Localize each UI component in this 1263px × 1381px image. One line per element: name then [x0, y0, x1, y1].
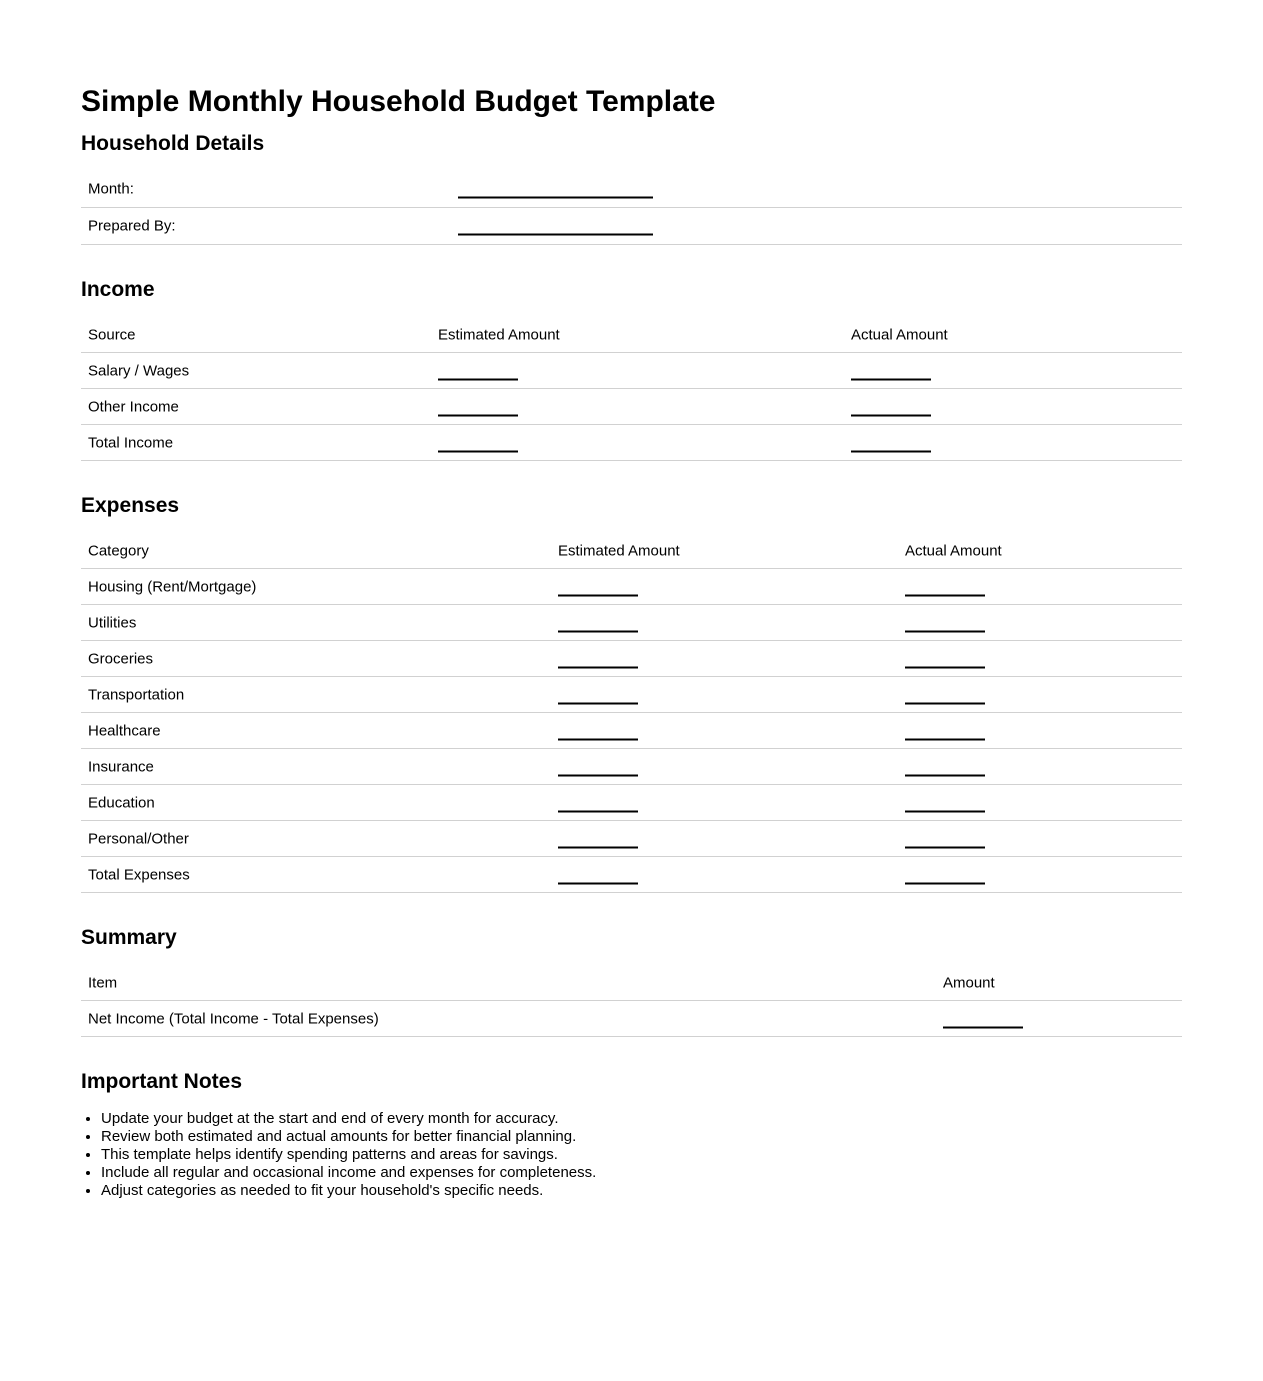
actual-amount-blank-cell — [905, 613, 985, 632]
column-header: Item — [88, 974, 118, 991]
column-header: Source — [88, 326, 136, 343]
table-row — [81, 749, 1182, 785]
table-header-row — [81, 965, 1182, 1001]
blank-line — [905, 793, 985, 812]
table-row — [81, 785, 1182, 821]
blank-line — [558, 793, 638, 812]
blank-line — [905, 829, 985, 848]
blank-line — [851, 361, 931, 380]
blank-line — [558, 649, 638, 668]
important-notes-heading: Important Notes — [81, 1070, 243, 1093]
blank-line — [943, 1009, 1023, 1028]
table-row — [81, 353, 1182, 389]
table-row — [81, 641, 1182, 677]
blank-line — [905, 757, 985, 776]
actual-amount-blank-cell — [905, 721, 985, 740]
blank-line — [905, 865, 985, 884]
row-label: Education — [88, 794, 155, 811]
blank-line — [558, 685, 638, 704]
table-row — [81, 208, 1182, 245]
household-details-table — [81, 171, 1182, 245]
row-label: Total Expenses — [88, 866, 190, 883]
estimated-amount-blank-cell — [558, 865, 638, 884]
row-label: Personal/Other — [88, 830, 189, 847]
row-label: Utilities — [88, 614, 137, 631]
table-row — [81, 821, 1182, 857]
column-header: Estimated Amount — [438, 326, 560, 343]
table-row — [81, 425, 1182, 461]
row-label: Transportation — [88, 686, 185, 703]
actual-amount-blank-cell — [851, 361, 931, 380]
blank-line — [905, 577, 985, 596]
blank-line — [905, 613, 985, 632]
estimated-amount-blank-cell — [558, 757, 638, 776]
blank-line — [558, 829, 638, 848]
blank-line — [851, 433, 931, 452]
summary-heading: Summary — [81, 926, 177, 949]
column-header: Category — [88, 542, 149, 559]
estimated-amount-blank-cell — [558, 685, 638, 704]
note-item: • Update your budget at the start and end of every month for accuracy. — [101, 1110, 1182, 1128]
estimated-amount-blank-cell — [558, 613, 638, 632]
month-blank-cell — [458, 180, 653, 199]
column-header: Actual Amount — [851, 326, 948, 343]
blank-line — [438, 397, 518, 416]
row-label: Net Income (Total Income - Total Expenses) — [88, 1010, 379, 1027]
actual-amount-blank-cell — [905, 793, 985, 812]
prepared-by-blank-cell — [458, 217, 653, 236]
summary-table — [81, 965, 1182, 1037]
actual-amount-blank-cell — [905, 829, 985, 848]
budget-document — [0, 84, 1263, 1200]
table-header-row — [81, 533, 1182, 569]
note-item: • Adjust categories as needed to fit your household's specific needs. — [101, 1182, 1182, 1200]
amount-blank-cell — [943, 1009, 1023, 1028]
actual-amount-blank-cell — [851, 397, 931, 416]
estimated-amount-blank-cell — [558, 577, 638, 596]
blank-line — [438, 433, 518, 452]
estimated-amount-blank-cell — [558, 793, 638, 812]
blank-line — [558, 757, 638, 776]
table-row — [81, 677, 1182, 713]
table-row — [81, 569, 1182, 605]
table-row — [81, 1001, 1182, 1037]
expenses-table — [81, 533, 1182, 893]
column-header: Actual Amount — [905, 542, 1002, 559]
table-row — [81, 605, 1182, 641]
row-label: Insurance — [88, 758, 154, 775]
actual-amount-blank-cell — [905, 577, 985, 596]
blank-line — [905, 649, 985, 668]
row-label: Salary / Wages — [88, 362, 190, 379]
blank-line — [438, 361, 518, 380]
table-row — [81, 857, 1182, 893]
table-header-row — [81, 317, 1182, 353]
field-label-month: Month: — [88, 180, 134, 198]
actual-amount-blank-cell — [851, 433, 931, 452]
blank-line — [905, 721, 985, 740]
estimated-amount-blank-cell — [558, 721, 638, 740]
note-item: • This template helps identify spending patterns and areas for savings. — [101, 1146, 1182, 1164]
income-heading: Income — [81, 278, 155, 301]
blank-line — [905, 685, 985, 704]
actual-amount-blank-cell — [905, 757, 985, 776]
blank-line — [458, 180, 653, 199]
estimated-amount-blank-cell — [438, 433, 518, 452]
field-label-prepared-by: Prepared By: — [88, 217, 176, 235]
actual-amount-blank-cell — [905, 865, 985, 884]
blank-line — [558, 865, 638, 884]
blank-line — [851, 397, 931, 416]
note-item: • Include all regular and occasional income and expenses for completeness. — [101, 1164, 1182, 1182]
actual-amount-blank-cell — [905, 685, 985, 704]
estimated-amount-blank-cell — [558, 829, 638, 848]
estimated-amount-blank-cell — [438, 397, 518, 416]
household-details-heading: Household Details — [81, 132, 265, 155]
column-header: Estimated Amount — [558, 542, 680, 559]
estimated-amount-blank-cell — [438, 361, 518, 380]
expenses-heading: Expenses — [81, 494, 180, 517]
note-item: • Review both estimated and actual amounts for better financial planning. — [101, 1128, 1182, 1146]
blank-line — [558, 577, 638, 596]
table-row — [81, 713, 1182, 749]
estimated-amount-blank-cell — [558, 649, 638, 668]
row-label: Healthcare — [88, 722, 161, 739]
row-label: Housing (Rent/Mortgage) — [88, 578, 257, 595]
row-label: Total Income — [88, 434, 174, 451]
notes-list — [81, 1110, 1182, 1200]
row-label: Groceries — [88, 650, 154, 667]
page-title: Simple Monthly Household Budget Template — [81, 85, 716, 118]
row-label: Other Income — [88, 398, 179, 415]
blank-line — [558, 721, 638, 740]
income-table — [81, 317, 1182, 461]
table-row — [81, 389, 1182, 425]
table-row — [81, 171, 1182, 208]
blank-line — [458, 217, 653, 236]
actual-amount-blank-cell — [905, 649, 985, 668]
blank-line — [558, 613, 638, 632]
column-header: Amount — [943, 974, 995, 991]
